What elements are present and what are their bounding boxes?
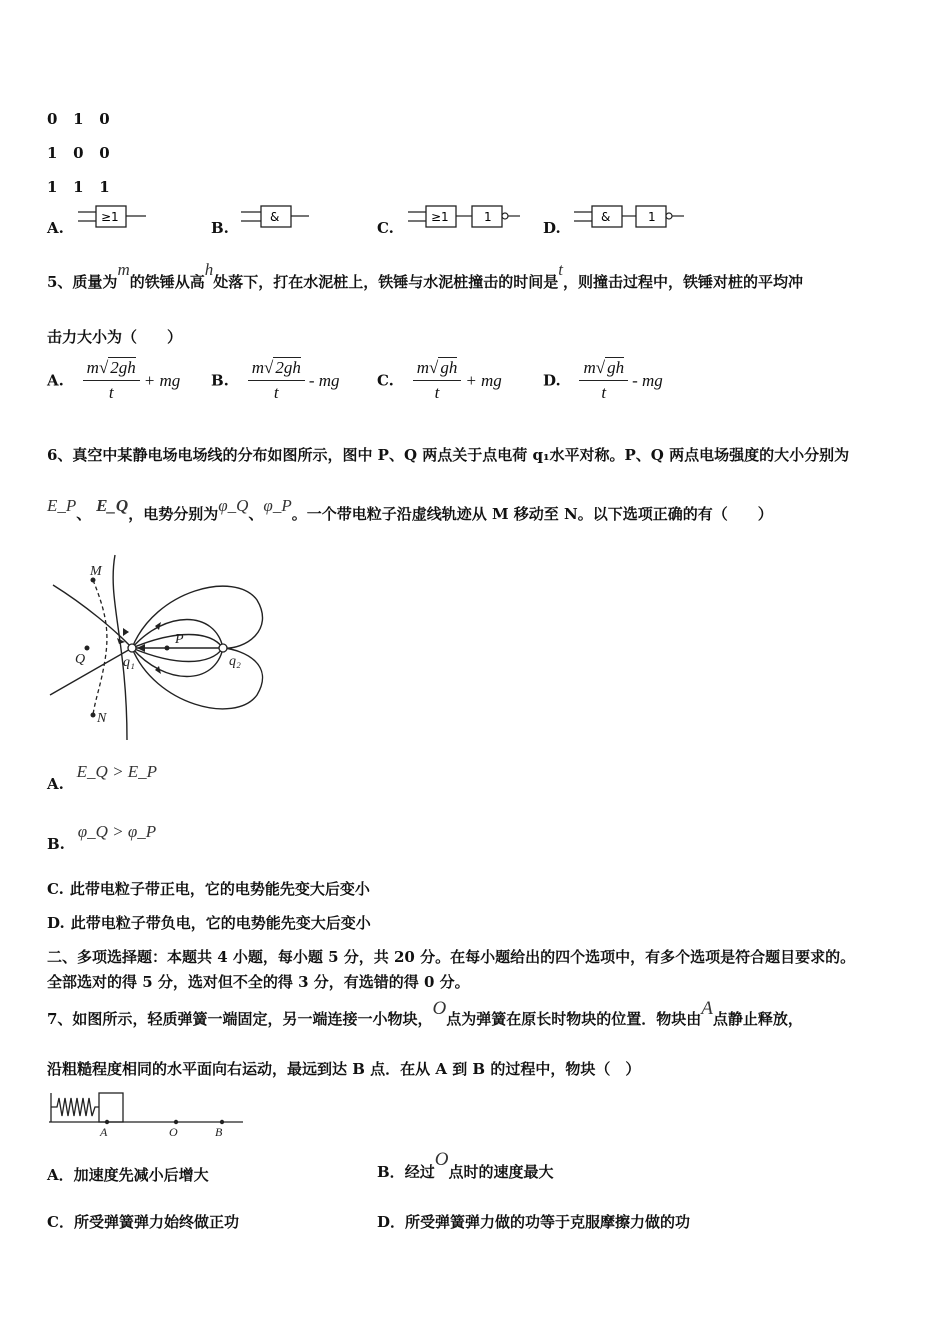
q6-option-c: C. 此带电粒子带正电，它的电势能先变大后变小 xyxy=(47,880,370,898)
svg-text:Q: Q xyxy=(75,652,86,667)
svg-text:q₁: q₁ xyxy=(123,655,135,670)
svg-text:&: & xyxy=(270,210,280,224)
q5-option-c: C. $\frac{m√ gh}{t}$ + mg xyxy=(377,358,502,402)
q6-stem-line1: 6、真空中某静电场电场线的分布如图所示，图中 P、Q 两点关于点电荷 q₁水平对称。P、Q 两点电场强度的大小分别为 xyxy=(47,446,850,464)
q7-option-b: B．经过O点时的速度最大 xyxy=(377,1149,554,1181)
q6-option-b: B. φ_Q > φ_P xyxy=(47,822,157,853)
nand-gate-icon xyxy=(574,204,694,230)
and-gate-icon xyxy=(241,204,311,230)
truth-row: 1 1 1 xyxy=(47,178,110,196)
svg-text:M: M xyxy=(90,564,102,579)
q5-stem-line2: 击力大小为（ ） xyxy=(47,328,183,346)
q6-option-a: A. E_Q > E_P xyxy=(47,762,158,793)
q4-option-d-label: D. xyxy=(543,219,561,237)
spring-block-diagram xyxy=(47,1088,247,1140)
q7-stem-line2: 沿粗糙程度相同的水平面向右运动，最远到达 B 点．在从 A 到 B 的过程中，物块（ ） xyxy=(47,1060,641,1078)
q7-option-d: D．所受弹簧弹力做的功等于克服摩擦力做的功 xyxy=(377,1213,691,1231)
svg-text:N: N xyxy=(97,711,107,726)
truth-row: 0 1 0 xyxy=(47,110,110,128)
q4-option-a-label: A. xyxy=(47,219,64,237)
svg-text:1: 1 xyxy=(648,210,656,224)
svg-text:≥1: ≥1 xyxy=(431,210,449,224)
q4-option-c-label: C. xyxy=(377,219,394,237)
q5-option-b: B. $\frac{m√ 2gh}{t}$ - mg xyxy=(211,358,340,402)
section2-heading-line2: 全部选对的得 5 分，选对但不全的得 3 分，有选错的得 0 分。 xyxy=(47,973,470,991)
q7-option-c: C．所受弹簧弹力始终做正功 xyxy=(47,1213,239,1231)
svg-text:1: 1 xyxy=(484,210,492,224)
nor-gate-icon xyxy=(408,204,528,230)
svg-text:q₂: q₂ xyxy=(229,654,241,669)
q5-stem-line1: 5、质量为m的铁锤从高h处落下，打在水泥桩上，铁锤与水泥桩撞击的时间是t，则撞击过程中，铁锤对桩的平均冲 xyxy=(47,260,803,291)
q7-stem-line1: 7、如图所示，轻质弹簧一端固定，另一端连接一小物块，O点为弹簧在原长时物块的位置．物块由A点静止释放， xyxy=(47,998,803,1028)
electric-field-diagram xyxy=(45,550,275,745)
svg-text:P: P xyxy=(175,632,184,647)
q6-option-d: D. 此带电粒子带负电，它的电势能先变大后变小 xyxy=(47,914,371,932)
q6-stem-line2: E_P、 E_Q，电势分别为φ_Q、φ_P。一个带电粒子沿虚线轨迹从 M 移动至 N。以下选项正确的有（ ） xyxy=(47,496,773,523)
svg-text:&: & xyxy=(601,210,611,224)
section2-heading-line1: 二、多项选择题：本题共 4 小题，每小题 5 分，共 20 分。在每小题给出的四个选项中，有多个选项是符合题目要求的。 xyxy=(47,948,856,966)
svg-text:A: A xyxy=(100,1125,108,1139)
or-gate-icon xyxy=(78,204,148,230)
svg-text:O: O xyxy=(169,1125,178,1139)
truth-row: 1 0 0 xyxy=(47,144,110,162)
svg-text:B: B xyxy=(215,1125,223,1139)
q5-option-a: A. $\frac{m√ 2gh}{t}$ + mg xyxy=(47,358,181,402)
q5-option-d: D. $\frac{m√ gh}{t}$ - mg xyxy=(543,358,663,402)
svg-text:≥1: ≥1 xyxy=(101,210,119,224)
q7-option-a: A．加速度先减小后增大 xyxy=(47,1166,209,1184)
truth-table xyxy=(47,102,110,204)
q4-option-b-label: B. xyxy=(211,219,229,237)
